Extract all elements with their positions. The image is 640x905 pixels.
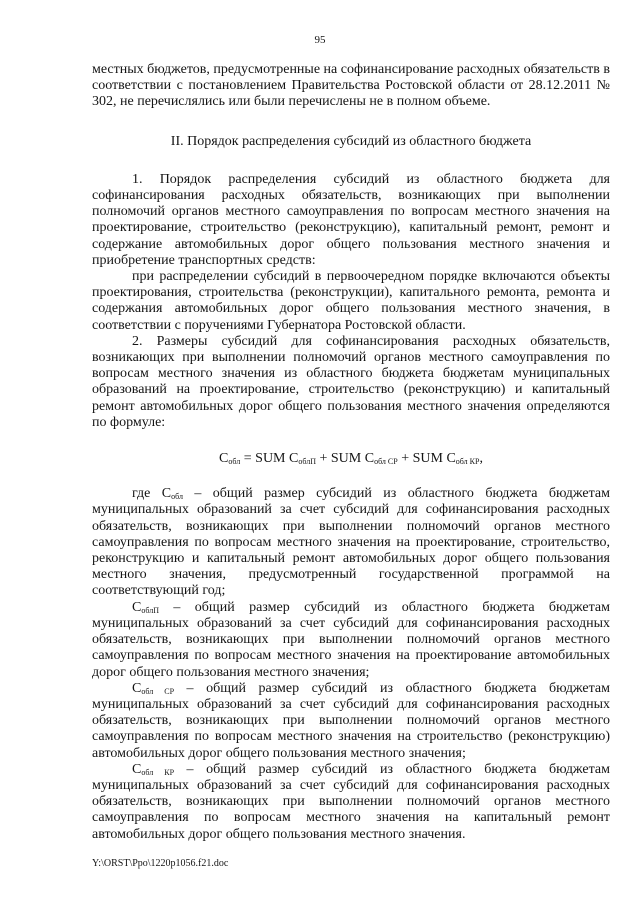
definition-prefix: С (132, 761, 142, 777)
definition-c-oblp (92, 600, 610, 681)
definition-c-obl-kr (92, 762, 610, 843)
formula-term3-sub: обл КР (455, 457, 480, 467)
definition-text: – общий размер субсидий из областного бюджета бюджетам муниципальных образований за счет субсидий для софинансирования расходных обязательств, возникающих при выполнении полномочий органов местного самоуправления по вопросам местного значения на проектирование автомобильных дорог общего пользования местного значения; (92, 599, 610, 680)
formula-term2-sub: обл СР (374, 457, 398, 467)
definition-sub: облП (141, 605, 159, 615)
definition-text: – общий размер субсидий из областного бюджета бюджетам муниципальных образований за счет субсидий для софинансирования расходных обязательств, возникающих при выполнении полномочий органов местного самоуправления по вопросам местного значения на проектирование, строительство, реконструкцию и капитальный ремонт автомобильных дорог общего пользования местного значения, предусмотренный государственной программой на соответствующий год; (92, 486, 610, 599)
definition-prefix: где С (132, 486, 172, 502)
definition-c-obl (92, 486, 610, 599)
item-1-sub-paragraph: при распределении субсидий в первоочередном порядке включаются объекты проектирования, строительства (реконструкции), капитального ремонта, ремонта и содержания автомобильных дорог общего пользования местного значения, в соответствии с поручениями Губернатора Ростовской области. (92, 269, 610, 333)
formula-end: , (479, 451, 483, 467)
item-2-paragraph: 2. Размеры субсидий для софинансирования расходных обязательств, возникающих при выполнении полномочий органов местного самоуправления по вопросам местного значения из областного бюджета бюджетам муниципальных образований на проектирование, строительство (реконструкцию) и капитальный ремонт автомобильных дорог общего пользования местного значения определяются по формуле: (92, 333, 610, 430)
definition-c-obl-sr (92, 681, 610, 762)
section-heading: II. Порядок распределения субсидий из областного бюджета (170, 133, 532, 149)
definition-sub: обл (171, 492, 183, 502)
formula-lhs-sub: обл (228, 457, 241, 467)
formula-term1-sub: облП (298, 457, 316, 467)
definition-sub: обл СР (141, 686, 175, 696)
definition-text: – общий размер субсидий из областного бюджета бюджетам муниципальных образований за счет субсидий для софинансирования расходных обязательств, возникающих при выполнении полномочий органов местного самоуправления по вопросам местного значения на капитальный ремонт автомобильных дорог общего пользования местного значения. (92, 761, 611, 842)
formula (92, 451, 610, 467)
intro-paragraph: местных бюджетов, предусмотренные на софинансирование расходных обязательств в соответствии с постановлением Правительства Ростовской области от 28.12.2011 № 302, не перечислялись или были перечислены не в полном объеме. (92, 62, 610, 110)
formula-plus2: + SUM С (397, 451, 456, 467)
document-body (92, 62, 610, 843)
definition-prefix: С (132, 599, 142, 615)
formula-plus1: + SUM С (315, 451, 375, 467)
formula-c: С (219, 451, 229, 467)
definition-sub: обл КР (141, 767, 175, 777)
definition-text: – общий размер субсидий из областного бюджета бюджетам муниципальных образований за счет субсидий для софинансирования расходных обязательств, возникающих при выполнении полномочий органов местного самоуправления по вопросам местного значения на строительство (реконструкцию) автомобильных дорог общего пользования местного значения; (92, 680, 611, 761)
footer-file-path: Y:\ORST\Ppo\1220p1056.f21.doc (92, 858, 229, 869)
page-number: 95 (314, 34, 326, 46)
item-1-paragraph: 1. Порядок распределения субсидий из областного бюджета для софинансирования расходных обязательств, возникающих при выполнении полномочий органов местного самоуправления по вопросам местного значения на проектирование, строительство (реконструкцию), капитальный ремонт, ремонт и содержание автомобильных дорог общего пользования местного значения и приобретение транспортных средств: (92, 171, 610, 268)
definition-prefix: С (132, 680, 142, 696)
formula-eq: = SUM С (240, 451, 299, 467)
